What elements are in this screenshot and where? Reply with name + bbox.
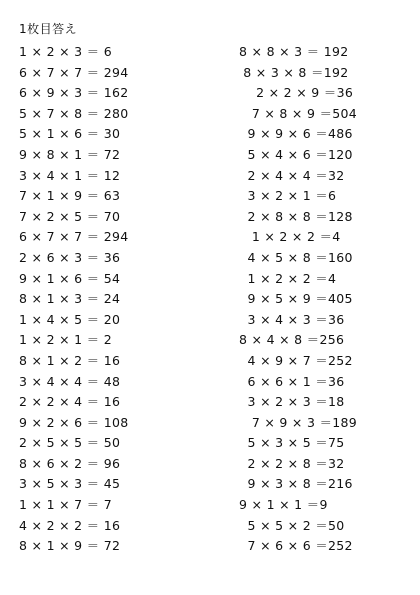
equation-line: 8 × 8 × 3 ＝ 192 <box>239 44 349 59</box>
equation-line: 8 × 1 × 3 ＝ 24 <box>19 291 121 307</box>
equation-line: 3 × 2 × 1 ＝6 <box>239 188 337 204</box>
equation-line: 4 × 5 × 8 ＝160 <box>239 249 353 265</box>
equation-line: 1 × 2 × 1 ＝ 2 <box>19 332 112 348</box>
equation-line: 2 × 8 × 8 ＝128 <box>239 208 353 224</box>
equation-line: 2 × 4 × 4 ＝32 <box>239 167 345 183</box>
answer-column-right <box>239 42 357 557</box>
equation-line: 7 × 2 × 5 ＝ 70 <box>19 208 121 224</box>
equation-line: 8 × 6 × 2 ＝ 96 <box>19 455 121 471</box>
equation-line: 6 × 9 × 3 ＝ 162 <box>19 85 129 101</box>
equation-line: 3 × 4 × 4 ＝ 48 <box>19 373 121 389</box>
equation-line: 9 × 8 × 1 ＝ 72 <box>19 146 121 162</box>
equation-line: 7 × 9 × 3 ＝189 <box>239 414 358 430</box>
equation-line: 1 × 2 × 3 ＝ 6 <box>19 44 112 59</box>
equation-line: 3 × 4 × 3 ＝36 <box>239 311 345 327</box>
equation-line: 1 × 2 × 2 ＝4 <box>239 270 337 286</box>
equation-line: 4 × 2 × 2 ＝ 16 <box>19 517 121 533</box>
equation-line: 6 × 7 × 7 ＝ 294 <box>19 64 129 80</box>
equation-line: 5 × 4 × 6 ＝120 <box>239 146 353 162</box>
equation-line: 4 × 9 × 7 ＝252 <box>239 352 353 368</box>
equation-line: 2 × 2 × 9 ＝36 <box>239 85 354 101</box>
equation-line: 1 × 4 × 5 ＝ 20 <box>19 311 121 327</box>
equation-line: 5 × 5 × 2 ＝50 <box>239 517 345 533</box>
equation-line: 3 × 4 × 1 ＝ 12 <box>19 167 121 183</box>
equation-line: 8 × 4 × 8 ＝256 <box>239 332 345 348</box>
equation-line: 2 × 5 × 5 ＝ 50 <box>19 435 121 451</box>
equation-line: 9 × 9 × 6 ＝486 <box>239 126 353 142</box>
equation-line: 7 × 8 × 9 ＝504 <box>239 105 358 121</box>
equation-line: 5 × 7 × 8 ＝ 280 <box>19 105 129 121</box>
equation-line: 7 × 6 × 6 ＝252 <box>239 538 353 554</box>
equation-line: 1 × 1 × 7 ＝ 7 <box>19 497 112 513</box>
equation-line: 9 × 2 × 6 ＝ 108 <box>19 414 129 430</box>
equation-line: 5 × 3 × 5 ＝75 <box>239 435 345 451</box>
equation-line: 8 × 1 × 2 ＝ 16 <box>19 352 121 368</box>
equation-line: 2 × 6 × 3 ＝ 36 <box>19 249 121 265</box>
page-title: 1枚目答え <box>19 22 78 36</box>
equation-line: 2 × 2 × 8 ＝32 <box>239 455 345 471</box>
equation-line: 6 × 6 × 1 ＝36 <box>239 373 345 389</box>
equation-line: 2 × 2 × 4 ＝ 16 <box>19 394 121 410</box>
equation-line: 8 × 3 × 8 ＝192 <box>239 64 349 80</box>
equation-line: 6 × 7 × 7 ＝ 294 <box>19 229 129 245</box>
equation-line: 5 × 1 × 6 ＝ 30 <box>19 126 121 142</box>
equation-line: 3 × 5 × 3 ＝ 45 <box>19 476 121 492</box>
answer-column-left <box>19 42 129 557</box>
equation-line: 1 × 2 × 2 ＝4 <box>239 229 341 245</box>
equation-line: 8 × 1 × 9 ＝ 72 <box>19 538 121 554</box>
equation-line: 9 × 5 × 9 ＝405 <box>239 291 353 307</box>
equation-line: 7 × 1 × 9 ＝ 63 <box>19 188 121 204</box>
equation-line: 9 × 1 × 1 ＝9 <box>239 497 328 513</box>
equation-line: 9 × 3 × 8 ＝216 <box>239 476 353 492</box>
equation-line: 3 × 2 × 3 ＝18 <box>239 394 345 410</box>
equation-line: 9 × 1 × 6 ＝ 54 <box>19 270 121 286</box>
